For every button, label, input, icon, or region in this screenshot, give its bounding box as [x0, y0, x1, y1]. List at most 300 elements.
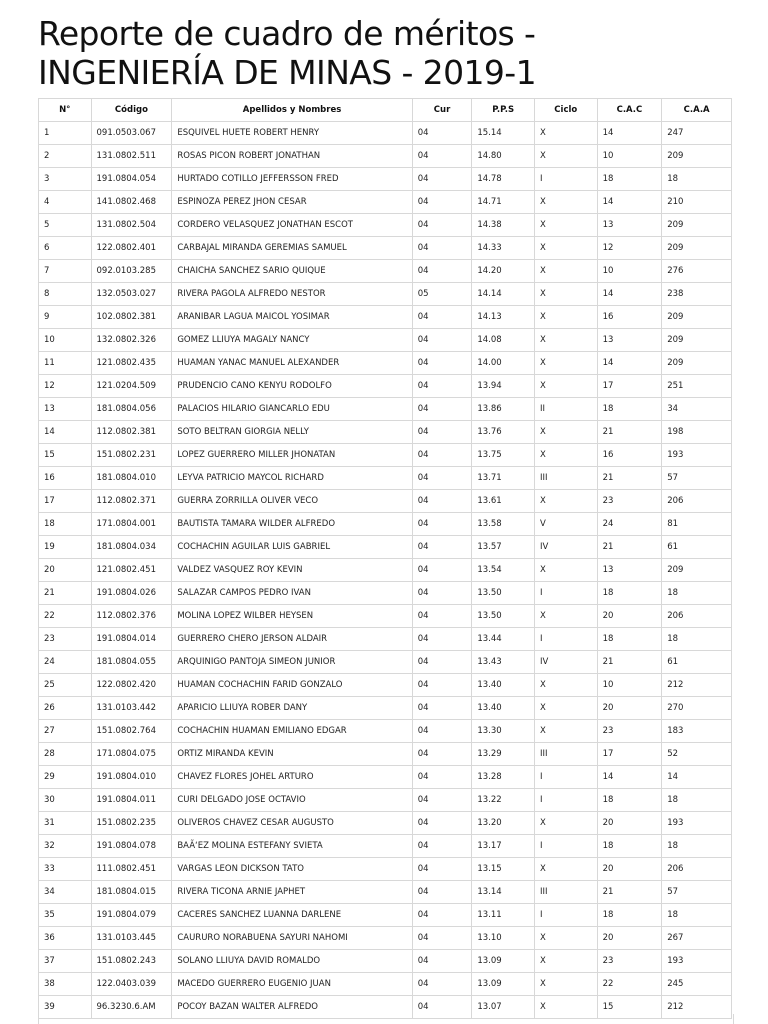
- cell-col-num: 31: [39, 812, 92, 835]
- cell-col-num: 16: [39, 467, 92, 490]
- cell-col-ciclo: IV: [534, 536, 597, 559]
- cell-col-caa: 57: [662, 881, 732, 904]
- cell-col-num: 11: [39, 352, 92, 375]
- cell-col-ciclo: I: [534, 582, 597, 605]
- cell-col-caa: 209: [662, 559, 732, 582]
- table-row: [39, 122, 732, 145]
- cell-col-ciclo: V: [534, 513, 597, 536]
- cell-col-cac: 18: [597, 582, 662, 605]
- cell-col-num: 26: [39, 697, 92, 720]
- cell-col-codigo: 181.0804.056: [91, 398, 172, 421]
- cell-col-ciclo: I: [534, 835, 597, 858]
- cell-col-cac: 15: [597, 996, 662, 1019]
- cell-col-caa: 206: [662, 490, 732, 513]
- cell-col-nombres: GUERRA ZORRILLA OLIVER VECO: [172, 490, 412, 513]
- cell-col-codigo: 191.0804.011: [91, 789, 172, 812]
- cell-col-cur: 04: [412, 168, 472, 191]
- cell-col-num: 39: [39, 996, 92, 1019]
- cell-col-pps: 13.17: [472, 835, 535, 858]
- table-row: [39, 444, 732, 467]
- title-line-2: INGENIERÍA DE MINAS - 2019-1: [38, 53, 536, 92]
- cell-col-caa: 206: [662, 605, 732, 628]
- cell-col-cur: 04: [412, 789, 472, 812]
- table-row: [39, 835, 732, 858]
- cell-col-cac: 13: [597, 214, 662, 237]
- cell-col-num: 8: [39, 283, 92, 306]
- cell-col-cur: 04: [412, 743, 472, 766]
- cell-col-cac: 18: [597, 398, 662, 421]
- table-row: [39, 789, 732, 812]
- table-row: [39, 766, 732, 789]
- table-row: [39, 283, 732, 306]
- header-col-nombres: Apellidos y Nombres: [172, 99, 412, 122]
- cell-col-num: 3: [39, 168, 92, 191]
- cell-col-codigo: 171.0804.001: [91, 513, 172, 536]
- table-row: [39, 375, 732, 398]
- cell-col-codigo: 131.0802.511: [91, 145, 172, 168]
- cell-col-caa: 183: [662, 720, 732, 743]
- cell-col-ciclo: X: [534, 812, 597, 835]
- cell-col-pps: 13.40: [472, 674, 535, 697]
- cell-col-caa: 18: [662, 904, 732, 927]
- cell-col-pps: 14.33: [472, 237, 535, 260]
- cell-col-nombres: OLIVEROS CHAVEZ CESAR AUGUSTO: [172, 812, 412, 835]
- cell-col-codigo: 181.0804.010: [91, 467, 172, 490]
- cell-col-ciclo: X: [534, 674, 597, 697]
- cell-col-nombres: HUAMAN COCHACHIN FARID GONZALO: [172, 674, 412, 697]
- header-col-pps: P.P.S: [472, 99, 535, 122]
- cell-col-pps: 13.58: [472, 513, 535, 536]
- cell-col-num: 28: [39, 743, 92, 766]
- cell-col-cur: 04: [412, 582, 472, 605]
- cell-col-num: 14: [39, 421, 92, 444]
- cell-col-codigo: 131.0103.445: [91, 927, 172, 950]
- cell-col-pps: 13.11: [472, 904, 535, 927]
- cell-col-num: 2: [39, 145, 92, 168]
- cell-col-cac: 24: [597, 513, 662, 536]
- cell-col-codigo: 122.0403.039: [91, 973, 172, 996]
- cell-col-ciclo: III: [534, 743, 597, 766]
- cell-col-nombres: CHAICHA SANCHEZ SARIO QUIQUE: [172, 260, 412, 283]
- cell-col-codigo: 191.0804.014: [91, 628, 172, 651]
- table-header: [39, 99, 732, 122]
- cell-col-num: 37: [39, 950, 92, 973]
- cell-col-caa: 267: [662, 927, 732, 950]
- table-row: [39, 513, 732, 536]
- cell-col-cac: 20: [597, 605, 662, 628]
- cell-col-nombres: ORTIZ MIRANDA KEVIN: [172, 743, 412, 766]
- cell-col-nombres: BAÃ‘EZ MOLINA ESTEFANY SVIETA: [172, 835, 412, 858]
- cell-col-nombres: HUAMAN YANAC MANUEL ALEXANDER: [172, 352, 412, 375]
- cell-col-cac: 23: [597, 490, 662, 513]
- cell-col-codigo: 191.0804.026: [91, 582, 172, 605]
- table-row: [39, 858, 732, 881]
- cell-col-ciclo: X: [534, 559, 597, 582]
- cell-col-cac: 13: [597, 559, 662, 582]
- cell-col-cur: 04: [412, 398, 472, 421]
- cell-col-codigo: 181.0804.015: [91, 881, 172, 904]
- cell-col-cur: 04: [412, 996, 472, 1019]
- cell-col-nombres: VALDEZ VASQUEZ ROY KEVIN: [172, 559, 412, 582]
- table-row: [39, 214, 732, 237]
- cell-col-caa: 193: [662, 812, 732, 835]
- cell-col-pps: 14.00: [472, 352, 535, 375]
- cell-col-caa: 18: [662, 168, 732, 191]
- cell-col-codigo: 151.0802.235: [91, 812, 172, 835]
- cell-col-cac: 18: [597, 835, 662, 858]
- cell-col-codigo: 121.0802.451: [91, 559, 172, 582]
- cell-col-caa: 209: [662, 352, 732, 375]
- title-line-1: Reporte de cuadro de méritos -: [38, 14, 536, 53]
- cell-col-codigo: 181.0804.034: [91, 536, 172, 559]
- cell-col-cur: 04: [412, 812, 472, 835]
- cell-col-ciclo: X: [534, 283, 597, 306]
- cell-col-cur: 04: [412, 191, 472, 214]
- cell-col-num: 36: [39, 927, 92, 950]
- cell-col-caa: 210: [662, 191, 732, 214]
- cell-col-cac: 17: [597, 743, 662, 766]
- cell-col-codigo: 121.0204.509: [91, 375, 172, 398]
- cell-col-ciclo: X: [534, 605, 597, 628]
- cell-col-cur: 04: [412, 927, 472, 950]
- cell-col-caa: 270: [662, 697, 732, 720]
- cell-col-num: 1: [39, 122, 92, 145]
- cell-col-ciclo: X: [534, 191, 597, 214]
- cell-col-cur: 04: [412, 973, 472, 996]
- cell-col-nombres: HURTADO COTILLO JEFFERSSON FRED: [172, 168, 412, 191]
- cell-col-ciclo: X: [534, 950, 597, 973]
- cell-col-nombres: CARBAJAL MIRANDA GEREMIAS SAMUEL: [172, 237, 412, 260]
- cell-col-num: 13: [39, 398, 92, 421]
- cell-col-pps: 13.50: [472, 582, 535, 605]
- table-row: [39, 697, 732, 720]
- cell-col-caa: 61: [662, 651, 732, 674]
- cell-col-codigo: 132.0802.326: [91, 329, 172, 352]
- cell-col-codigo: 171.0804.075: [91, 743, 172, 766]
- cell-col-cac: 20: [597, 858, 662, 881]
- cell-col-cur: 04: [412, 628, 472, 651]
- cell-col-caa: 18: [662, 789, 732, 812]
- cell-col-codigo: 151.0802.231: [91, 444, 172, 467]
- cell-col-num: 21: [39, 582, 92, 605]
- cell-col-pps: 13.54: [472, 559, 535, 582]
- cell-col-nombres: LEYVA PATRICIO MAYCOL RICHARD: [172, 467, 412, 490]
- cell-col-cur: 04: [412, 329, 472, 352]
- cell-col-num: 33: [39, 858, 92, 881]
- cell-col-num: 30: [39, 789, 92, 812]
- table-row: [39, 812, 732, 835]
- cell-col-nombres: COCHACHIN HUAMAN EMILIANO EDGAR: [172, 720, 412, 743]
- cell-col-codigo: 112.0802.371: [91, 490, 172, 513]
- cell-col-cur: 04: [412, 306, 472, 329]
- cell-col-pps: 13.28: [472, 766, 535, 789]
- cell-col-pps: 13.94: [472, 375, 535, 398]
- cell-col-cac: 10: [597, 674, 662, 697]
- cell-col-ciclo: II: [534, 398, 597, 421]
- cell-col-ciclo: X: [534, 927, 597, 950]
- table-row: [39, 490, 732, 513]
- cell-col-cac: 21: [597, 421, 662, 444]
- table-row: [39, 467, 732, 490]
- cell-col-cur: 04: [412, 421, 472, 444]
- cell-col-cac: 18: [597, 168, 662, 191]
- header-col-caa: C.A.A: [662, 99, 732, 122]
- cell-col-cur: 04: [412, 375, 472, 398]
- cell-col-caa: 247: [662, 122, 732, 145]
- cell-col-cur: 04: [412, 605, 472, 628]
- cell-col-cur: 04: [412, 237, 472, 260]
- cell-col-cac: 16: [597, 444, 662, 467]
- table-row: [39, 881, 732, 904]
- cell-col-pps: 14.71: [472, 191, 535, 214]
- cell-col-cur: 04: [412, 858, 472, 881]
- cell-col-cur: 04: [412, 766, 472, 789]
- cell-col-nombres: CURI DELGADO JOSE OCTAVIO: [172, 789, 412, 812]
- cell-col-nombres: CACERES SANCHEZ LUANNA DARLENE: [172, 904, 412, 927]
- cell-col-pps: 13.43: [472, 651, 535, 674]
- cell-col-cur: 04: [412, 536, 472, 559]
- cell-col-caa: 193: [662, 444, 732, 467]
- cell-col-caa: 251: [662, 375, 732, 398]
- cell-col-pps: 13.22: [472, 789, 535, 812]
- cell-col-nombres: MOLINA LOPEZ WILBER HEYSEN: [172, 605, 412, 628]
- cell-col-nombres: LOPEZ GUERRERO MILLER JHONATAN: [172, 444, 412, 467]
- table-row: [39, 582, 732, 605]
- cell-col-pps: 13.40: [472, 697, 535, 720]
- cell-col-cac: 14: [597, 352, 662, 375]
- cell-col-codigo: 131.0802.504: [91, 214, 172, 237]
- cell-col-nombres: ROSAS PICON ROBERT JONATHAN: [172, 145, 412, 168]
- cell-col-cac: 16: [597, 306, 662, 329]
- table-row: [39, 145, 732, 168]
- cell-col-caa: 14: [662, 766, 732, 789]
- cell-col-ciclo: X: [534, 996, 597, 1019]
- cell-col-num: 35: [39, 904, 92, 927]
- cell-col-num: 27: [39, 720, 92, 743]
- cell-col-caa: 209: [662, 329, 732, 352]
- cell-col-cur: 04: [412, 904, 472, 927]
- cell-col-codigo: 151.0802.764: [91, 720, 172, 743]
- cell-col-ciclo: X: [534, 122, 597, 145]
- cell-col-cac: 17: [597, 375, 662, 398]
- cell-col-nombres: GOMEZ LLIUYA MAGALY NANCY: [172, 329, 412, 352]
- cell-col-ciclo: X: [534, 375, 597, 398]
- cell-col-cac: 22: [597, 973, 662, 996]
- cell-col-caa: 57: [662, 467, 732, 490]
- cell-col-pps: 13.61: [472, 490, 535, 513]
- cell-col-pps: 13.09: [472, 950, 535, 973]
- cell-col-caa: 209: [662, 145, 732, 168]
- table-continuation: [38, 1014, 734, 1024]
- cell-col-pps: 13.86: [472, 398, 535, 421]
- cell-col-pps: 13.09: [472, 973, 535, 996]
- cell-col-num: 4: [39, 191, 92, 214]
- cell-col-caa: 276: [662, 260, 732, 283]
- cell-col-codigo: 091.0503.067: [91, 122, 172, 145]
- cell-col-ciclo: X: [534, 329, 597, 352]
- cell-col-cur: 04: [412, 950, 472, 973]
- cell-col-caa: 61: [662, 536, 732, 559]
- cell-col-ciclo: X: [534, 444, 597, 467]
- table-row: [39, 260, 732, 283]
- cell-col-cur: 04: [412, 697, 472, 720]
- cell-col-cur: 04: [412, 720, 472, 743]
- cell-col-cur: 04: [412, 674, 472, 697]
- table-row: [39, 421, 732, 444]
- cell-col-pps: 15.14: [472, 122, 535, 145]
- table-row: [39, 352, 732, 375]
- cell-col-ciclo: X: [534, 306, 597, 329]
- table-row: [39, 743, 732, 766]
- cell-col-codigo: 191.0804.079: [91, 904, 172, 927]
- cell-col-pps: 13.15: [472, 858, 535, 881]
- cell-col-ciclo: X: [534, 697, 597, 720]
- cell-col-codigo: 191.0804.054: [91, 168, 172, 191]
- cell-col-pps: 13.07: [472, 996, 535, 1019]
- cell-col-codigo: 122.0802.401: [91, 237, 172, 260]
- cell-col-pps: 13.29: [472, 743, 535, 766]
- cell-col-codigo: 121.0802.435: [91, 352, 172, 375]
- cell-col-num: 38: [39, 973, 92, 996]
- table-header-row: [39, 99, 732, 122]
- cell-col-codigo: 112.0802.381: [91, 421, 172, 444]
- cell-col-nombres: CHAVEZ FLORES JOHEL ARTURO: [172, 766, 412, 789]
- cell-col-caa: 198: [662, 421, 732, 444]
- cell-col-ciclo: X: [534, 421, 597, 444]
- cell-col-num: 29: [39, 766, 92, 789]
- cell-col-caa: 18: [662, 835, 732, 858]
- table-row: [39, 191, 732, 214]
- cell-col-codigo: 132.0503.027: [91, 283, 172, 306]
- header-col-cur: Cur: [412, 99, 472, 122]
- cell-col-cac: 10: [597, 145, 662, 168]
- table-row: [39, 927, 732, 950]
- cell-col-codigo: 141.0802.468: [91, 191, 172, 214]
- cell-col-pps: 14.38: [472, 214, 535, 237]
- cell-col-nombres: BAUTISTA TAMARA WILDER ALFREDO: [172, 513, 412, 536]
- cell-col-cac: 21: [597, 881, 662, 904]
- cell-col-cac: 20: [597, 697, 662, 720]
- cell-col-nombres: RIVERA PAGOLA ALFREDO NESTOR: [172, 283, 412, 306]
- cell-col-cur: 05: [412, 283, 472, 306]
- cell-col-cac: 14: [597, 766, 662, 789]
- cell-col-pps: 14.78: [472, 168, 535, 191]
- cell-col-ciclo: X: [534, 260, 597, 283]
- cell-col-nombres: VARGAS LEON DICKSON TATO: [172, 858, 412, 881]
- cell-col-pps: 14.08: [472, 329, 535, 352]
- cell-col-nombres: COCHACHIN AGUILAR LUIS GABRIEL: [172, 536, 412, 559]
- header-col-cac: C.A.C: [597, 99, 662, 122]
- cell-col-num: 32: [39, 835, 92, 858]
- cell-col-caa: 34: [662, 398, 732, 421]
- cell-col-nombres: PALACIOS HILARIO GIANCARLO EDU: [172, 398, 412, 421]
- cell-col-cac: 14: [597, 283, 662, 306]
- cell-col-ciclo: I: [534, 766, 597, 789]
- cell-col-nombres: MACEDO GUERRERO EUGENIO JUAN: [172, 973, 412, 996]
- cell-col-ciclo: X: [534, 237, 597, 260]
- cell-col-pps: 14.80: [472, 145, 535, 168]
- cell-col-cur: 04: [412, 835, 472, 858]
- cell-col-nombres: RIVERA TICONA ARNIE JAPHET: [172, 881, 412, 904]
- cell-col-cac: 18: [597, 789, 662, 812]
- cell-col-cur: 04: [412, 651, 472, 674]
- table-row: [39, 950, 732, 973]
- cell-col-num: 25: [39, 674, 92, 697]
- table-row: [39, 651, 732, 674]
- table-row: [39, 168, 732, 191]
- cell-col-codigo: 122.0802.420: [91, 674, 172, 697]
- cell-col-nombres: CORDERO VELASQUEZ JONATHAN ESCOT: [172, 214, 412, 237]
- cell-col-num: 24: [39, 651, 92, 674]
- cell-col-cac: 18: [597, 904, 662, 927]
- cell-col-cur: 04: [412, 444, 472, 467]
- cell-col-pps: 13.30: [472, 720, 535, 743]
- cell-col-nombres: ARANIBAR LAGUA MAICOL YOSIMAR: [172, 306, 412, 329]
- cell-col-cac: 21: [597, 651, 662, 674]
- cell-col-caa: 18: [662, 628, 732, 651]
- cell-col-num: 5: [39, 214, 92, 237]
- cell-col-cur: 04: [412, 145, 472, 168]
- cell-col-ciclo: X: [534, 720, 597, 743]
- cell-col-cur: 04: [412, 352, 472, 375]
- cell-col-codigo: 151.0802.243: [91, 950, 172, 973]
- cell-col-ciclo: I: [534, 904, 597, 927]
- cell-col-pps: 13.14: [472, 881, 535, 904]
- cell-col-codigo: 111.0802.451: [91, 858, 172, 881]
- cell-col-nombres: ARQUINIGO PANTOJA SIMEON JUNIOR: [172, 651, 412, 674]
- merit-table: [38, 98, 732, 1019]
- cell-col-pps: 14.20: [472, 260, 535, 283]
- cell-col-num: 23: [39, 628, 92, 651]
- cell-col-num: 17: [39, 490, 92, 513]
- cell-col-ciclo: X: [534, 858, 597, 881]
- cell-col-cur: 04: [412, 881, 472, 904]
- cell-col-ciclo: X: [534, 490, 597, 513]
- cell-col-num: 18: [39, 513, 92, 536]
- cell-col-num: 6: [39, 237, 92, 260]
- header-col-ciclo: Ciclo: [534, 99, 597, 122]
- table-row: [39, 306, 732, 329]
- cell-col-pps: 13.20: [472, 812, 535, 835]
- cell-col-nombres: POCOY BAZAN WALTER ALFREDO: [172, 996, 412, 1019]
- cell-col-pps: 13.76: [472, 421, 535, 444]
- cell-col-nombres: CAURURO NORABUENA SAYURI NAHOMI: [172, 927, 412, 950]
- cell-col-pps: 13.57: [472, 536, 535, 559]
- cell-col-num: 9: [39, 306, 92, 329]
- cell-col-nombres: SOTO BELTRAN GIORGIA NELLY: [172, 421, 412, 444]
- cell-col-ciclo: X: [534, 973, 597, 996]
- table-row: [39, 628, 732, 651]
- cell-col-caa: 212: [662, 674, 732, 697]
- cell-col-nombres: SALAZAR CAMPOS PEDRO IVAN: [172, 582, 412, 605]
- cell-col-cac: 14: [597, 191, 662, 214]
- cell-col-pps: 13.44: [472, 628, 535, 651]
- cell-col-num: 19: [39, 536, 92, 559]
- cell-col-nombres: PRUDENCIO CANO KENYU RODOLFO: [172, 375, 412, 398]
- table-row: [39, 674, 732, 697]
- cell-col-ciclo: III: [534, 467, 597, 490]
- cell-col-caa: 18: [662, 582, 732, 605]
- cell-col-caa: 81: [662, 513, 732, 536]
- table-body: [39, 122, 732, 1019]
- cell-col-pps: 14.13: [472, 306, 535, 329]
- table-row: [39, 329, 732, 352]
- cell-col-codigo: 112.0802.376: [91, 605, 172, 628]
- cell-col-ciclo: I: [534, 789, 597, 812]
- cell-col-nombres: GUERRERO CHERO JERSON ALDAIR: [172, 628, 412, 651]
- cell-col-caa: 209: [662, 237, 732, 260]
- header-col-num: N°: [39, 99, 92, 122]
